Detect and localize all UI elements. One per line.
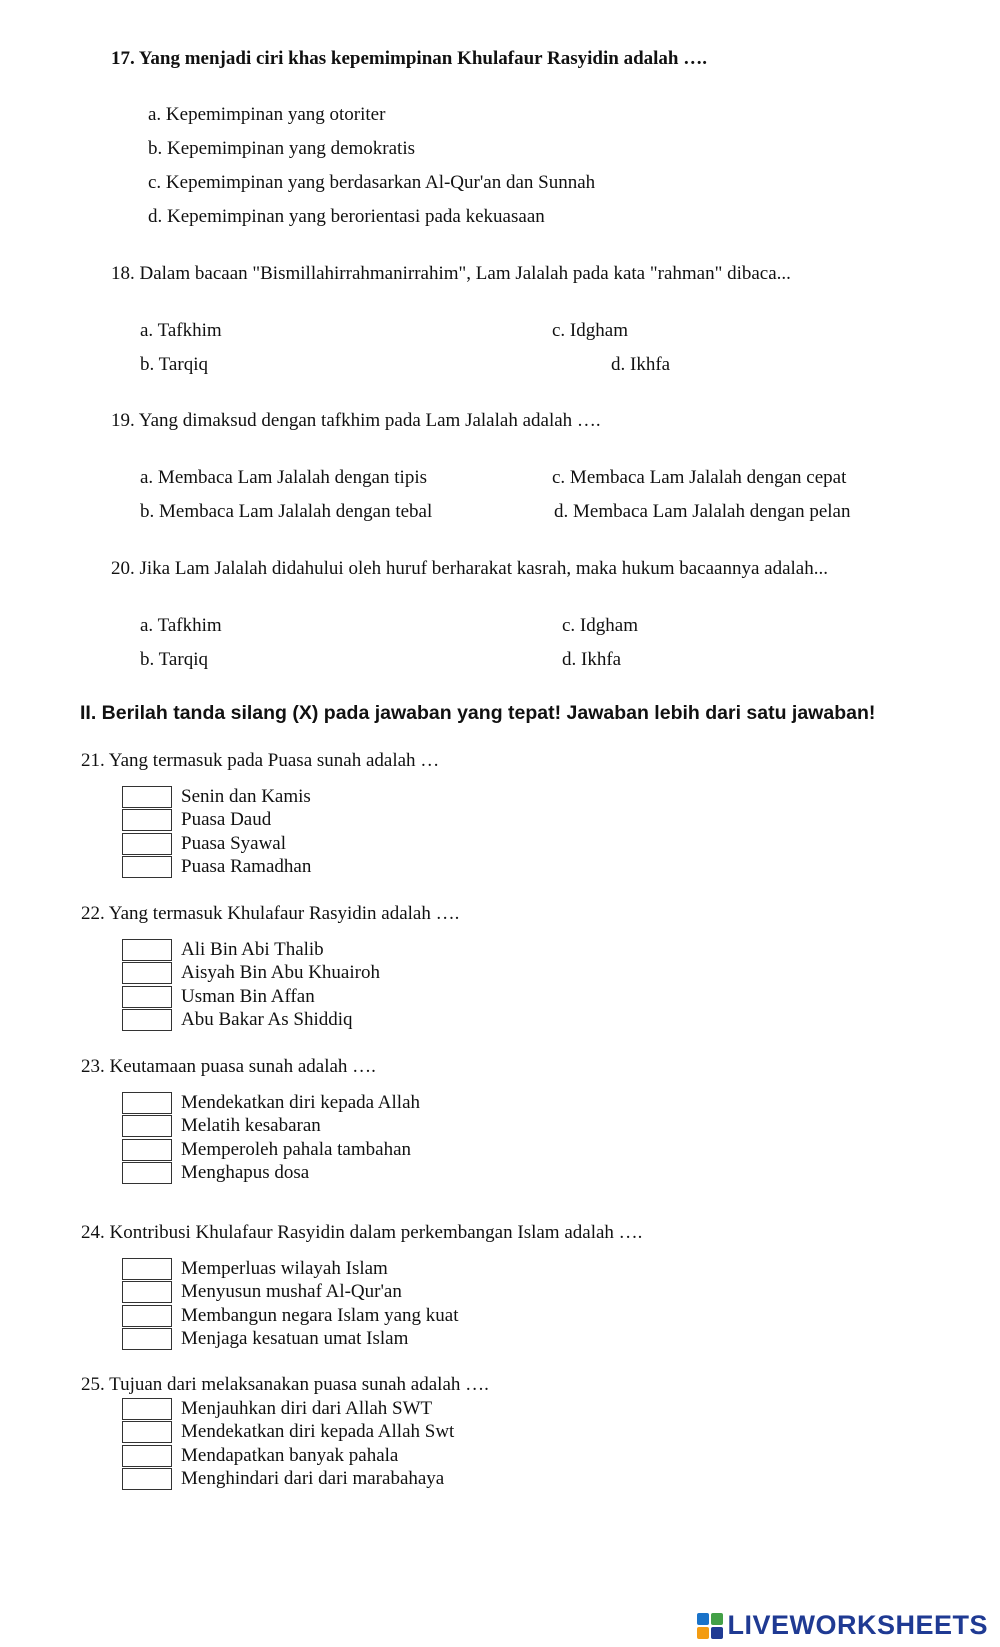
q17-option-a[interactable]: a. Kepemimpinan yang otoriter [148, 104, 386, 125]
q18-option-d[interactable]: d. Ikhfa [611, 354, 671, 375]
q19-option-d[interactable]: d. Membaca Lam Jalalah dengan pelan [554, 501, 851, 522]
checkbox[interactable] [122, 786, 172, 808]
q23-choice [122, 1138, 420, 1162]
q18-option-c[interactable]: c. Idgham [552, 320, 628, 341]
checkbox[interactable] [122, 1305, 172, 1327]
checkbox[interactable] [122, 1162, 172, 1184]
q21-checkbox-group [122, 785, 311, 879]
checkbox[interactable] [122, 962, 172, 984]
q19-option-c[interactable]: c. Membaca Lam Jalalah dengan cepat [552, 467, 847, 488]
q22-checkbox-group [122, 938, 380, 1032]
q25-choice [122, 1421, 454, 1445]
choice-label: Mendekatkan diri kepada Allah [181, 1091, 421, 1113]
q24-choice [122, 1328, 459, 1352]
choice-label: Menghindari dari dari marabahaya [181, 1468, 445, 1490]
q25-choice [122, 1468, 454, 1492]
q17-option-c[interactable]: c. Kepemimpinan yang berdasarkan Al-Qur'an dan Sunnah [148, 172, 596, 193]
choice-label: Memperluas wilayah Islam [181, 1257, 388, 1279]
choice-label: Usman Bin Affan [181, 985, 315, 1007]
choice-label: Ali Bin Abi Thalib [181, 938, 324, 960]
checkbox[interactable] [122, 1115, 172, 1137]
q22-choice [122, 962, 380, 986]
checkbox[interactable] [122, 809, 172, 831]
q23-checkbox-group [122, 1091, 420, 1185]
q17-option-b[interactable]: b. Kepemimpinan yang demokratis [148, 138, 415, 159]
logo-square-green [711, 1613, 723, 1625]
q19-option-b[interactable]: b. Membaca Lam Jalalah dengan tebal [140, 501, 433, 522]
q24-choice [122, 1257, 459, 1281]
choice-label: Melatih kesabaran [181, 1115, 321, 1137]
checkbox[interactable] [122, 1328, 172, 1350]
checkbox[interactable] [122, 1445, 172, 1467]
choice-label: Memperoleh pahala tambahan [181, 1138, 412, 1160]
choice-label: Aisyah Bin Abu Khuairoh [181, 962, 380, 984]
q22-choice [122, 938, 380, 962]
q25-choice [122, 1397, 454, 1421]
q21-choice [122, 785, 311, 809]
checkbox[interactable] [122, 1281, 172, 1303]
choice-label: Menyusun mushaf Al-Qur'an [181, 1281, 402, 1303]
question-19: 19. Yang dimaksud dengan tafkhim pada Lam Jalalah adalah …. [111, 410, 601, 431]
checkbox[interactable] [122, 986, 172, 1008]
choice-label: Abu Bakar As Shiddiq [181, 1009, 353, 1031]
q19-option-a[interactable]: a. Membaca Lam Jalalah dengan tipis [140, 467, 428, 488]
q24-choice [122, 1304, 459, 1328]
q21-choice [122, 809, 311, 833]
logo-text: LIVEWORKSHEETS [727, 1610, 988, 1640]
checkbox[interactable] [122, 1398, 172, 1420]
checkbox[interactable] [122, 1421, 172, 1443]
q24-choice [122, 1281, 459, 1305]
choice-label: Senin dan Kamis [181, 785, 311, 807]
q23-choice [122, 1162, 420, 1186]
choice-label: Puasa Daud [181, 809, 272, 831]
checkbox[interactable] [122, 1009, 172, 1031]
question-17: 17. Yang menjadi ciri khas kepemimpinan Khulafaur Rasyidin adalah …. [111, 48, 707, 69]
checkbox[interactable] [122, 833, 172, 855]
q18-option-b[interactable]: b. Tarqiq [140, 354, 208, 375]
logo-square-orange [697, 1627, 709, 1639]
choice-label: Menjaga kesatuan umat Islam [181, 1328, 409, 1350]
q20-option-b[interactable]: b. Tarqiq [140, 649, 208, 670]
logo-square-blue [697, 1613, 709, 1625]
choice-label: Mendapatkan banyak pahala [181, 1444, 399, 1466]
choice-label: Menghapus dosa [181, 1162, 310, 1184]
choice-label: Membangun negara Islam yang kuat [181, 1304, 459, 1326]
q23-choice [122, 1091, 420, 1115]
logo-square-purple [711, 1627, 723, 1639]
q21-choice [122, 832, 311, 856]
checkbox[interactable] [122, 1258, 172, 1280]
logo-mark-icon [697, 1613, 723, 1639]
q17-option-d[interactable]: d. Kepemimpinan yang berorientasi pada kekuasaan [148, 206, 545, 227]
liveworksheets-logo[interactable] [697, 1610, 988, 1641]
choice-label: Puasa Syawal [181, 832, 287, 854]
checkbox[interactable] [122, 1468, 172, 1490]
question-25: 25. Tujuan dari melaksanakan puasa sunah adalah …. [81, 1374, 489, 1395]
checkbox[interactable] [122, 856, 172, 878]
q24-checkbox-group [122, 1257, 459, 1351]
question-20: 20. Jika Lam Jalalah didahului oleh huruf berharakat kasrah, maka hukum bacaannya adalah... [111, 558, 828, 579]
q25-checkbox-group [122, 1397, 454, 1491]
question-22: 22. Yang termasuk Khulafaur Rasyidin adalah …. [81, 903, 460, 924]
checkbox[interactable] [122, 1092, 172, 1114]
q21-choice [122, 856, 311, 880]
choice-label: Puasa Ramadhan [181, 856, 312, 878]
checkbox[interactable] [122, 1139, 172, 1161]
question-23: 23. Keutamaan puasa sunah adalah …. [81, 1056, 376, 1077]
q20-option-d[interactable]: d. Ikhfa [562, 649, 622, 670]
q20-option-a[interactable]: a. Tafkhim [140, 615, 222, 636]
choice-label: Menjauhkan diri dari Allah SWT [181, 1397, 433, 1419]
q18-option-a[interactable]: a. Tafkhim [140, 320, 222, 341]
question-21: 21. Yang termasuk pada Puasa sunah adalah … [81, 750, 440, 771]
q22-choice [122, 985, 380, 1009]
choice-label: Mendekatkan diri kepada Allah Swt [181, 1421, 455, 1443]
q23-choice [122, 1115, 420, 1139]
q22-choice [122, 1009, 380, 1033]
q25-choice [122, 1444, 454, 1468]
question-18: 18. Dalam bacaan "Bismillahirrahmanirrahim", Lam Jalalah pada kata "rahman" dibaca... [111, 263, 791, 284]
section-2-heading: II. Berilah tanda silang (X) pada jawaban yang tepat! Jawaban lebih dari satu jawaban! [80, 702, 876, 724]
checkbox[interactable] [122, 939, 172, 961]
q20-option-c[interactable]: c. Idgham [562, 615, 638, 636]
question-24: 24. Kontribusi Khulafaur Rasyidin dalam perkembangan Islam adalah …. [81, 1222, 643, 1243]
